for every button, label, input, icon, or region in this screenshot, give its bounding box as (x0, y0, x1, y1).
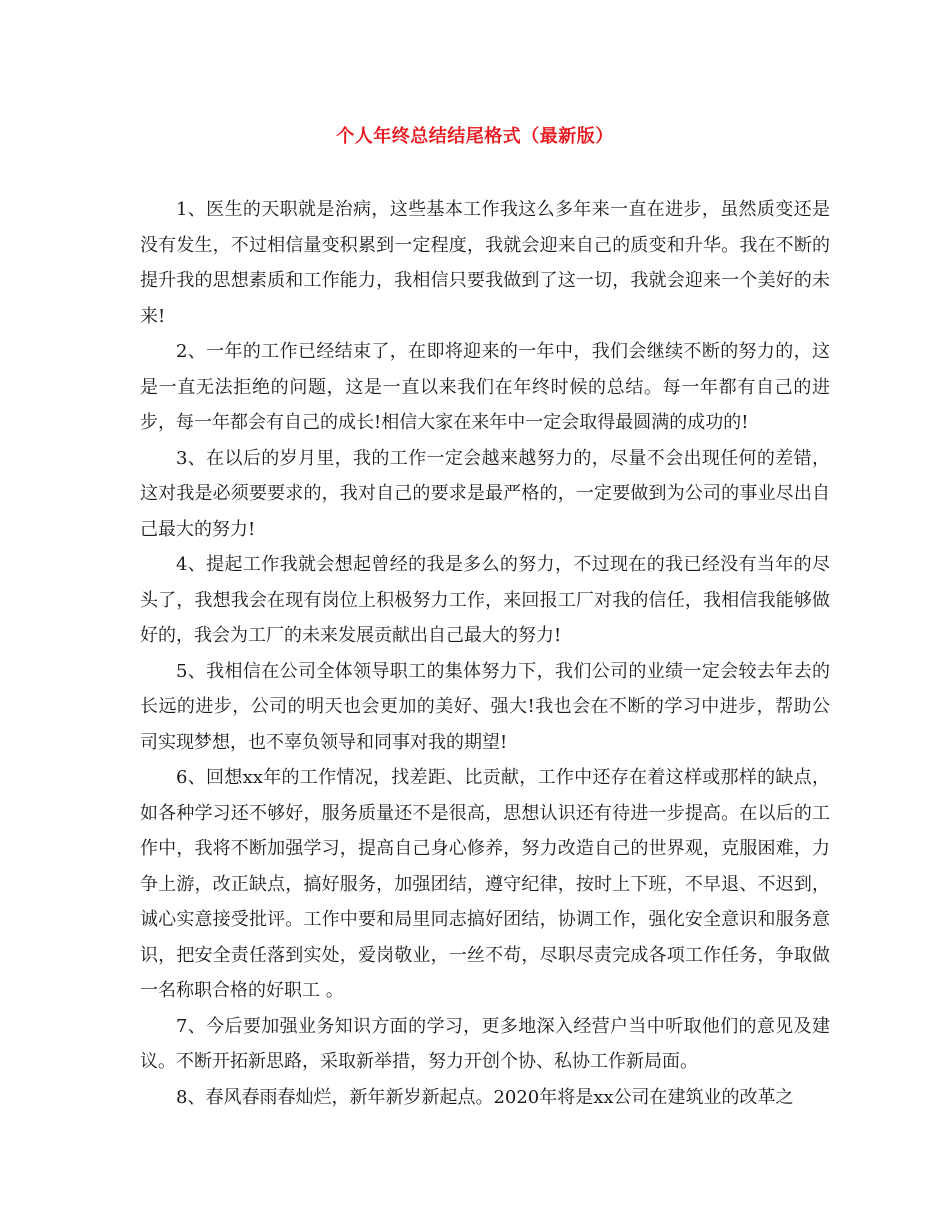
paragraph-2: 2、一年的工作已经结束了，在即将迎来的一年中，我们会继续不断的努力的，这是一直无法拒绝的问题，这是一直以来我们在年终时候的总结。每一年都有自己的进步，每一年都会有自己的成长!相信大家在来年中一定会取得最圆满的成功的! (140, 341, 830, 433)
paragraph-7: 7、今后要加强业务知识方面的学习，更多地深入经营户当中听取他们的意见及建议。不断开拓新思路，采取新举措，努力开创个协、私协工作新局面。 (140, 1015, 830, 1072)
paragraph-5: 5、我相信在公司全体领导职工的集体努力下，我们公司的业绩一定会较去年去的长远的进步，公司的明天也会更加的美好、强大!我也会在不断的学习中进步，帮助公司实现梦想，也不辜负领导和同事对我的期望! (140, 660, 830, 753)
document-body (140, 192, 830, 1115)
paragraph-3: 3、在以后的岁月里，我的工作一定会越来越努力的，尽量不会出现任何的差错，这对我是必须要要求的，我对自己的要求是最严格的，一定要做到为公司的事业尽出自己最大的努力! (140, 447, 830, 540)
paragraph-1: 1、医生的天职就是治病，这些基本工作我这么多年来一直在进步，虽然质变还是没有发生，不过相信量变积累到一定程度，我就会迎来自己的质变和升华。我在不断的提升我的思想素质和工作能力，我相信只要我做到了这一切，我就会迎来一个美好的未来! (140, 199, 830, 327)
document-title: 个人年终总结结尾格式（最新版） (336, 126, 614, 147)
paragraph-6: 6、回想xx年的工作情况，找差距、比贡献，工作中还存在着这样或那样的缺点，如各种学习还不够好，服务质量还不是很高，思想认识还有待进一步提高。在以后的工作中，我将不断加强学习，提高自己身心修养，努力改造自己的世界观，克服困难，力争上游，改正缺点，搞好服务，加强团结，遵守纪律，按时上下班，不早退、不迟到，诚心实意接受批评。工作中要和局里同志搞好团结，协调工作，强化安全意识和服务意识，把安全责任落到实处，爱岗敬业，一丝不苟，尽职尽责完成各项工作任务，争取做一名称职合格的好职工 。 (140, 767, 830, 1001)
paragraph-4: 4、提起工作我就会想起曾经的我是多么的努力，不过现在的我已经没有当年的尽头了，我想我会在现有岗位上积极努力工作，来回报工厂对我的信任，我相信我能够做好的，我会为工厂的未来发展贡献出自己最大的努力! (140, 554, 830, 646)
paragraph-8: 8、春风春雨春灿烂，新年新岁新起点。2020年将是xx公司在建筑业的改革之 (176, 1086, 794, 1108)
